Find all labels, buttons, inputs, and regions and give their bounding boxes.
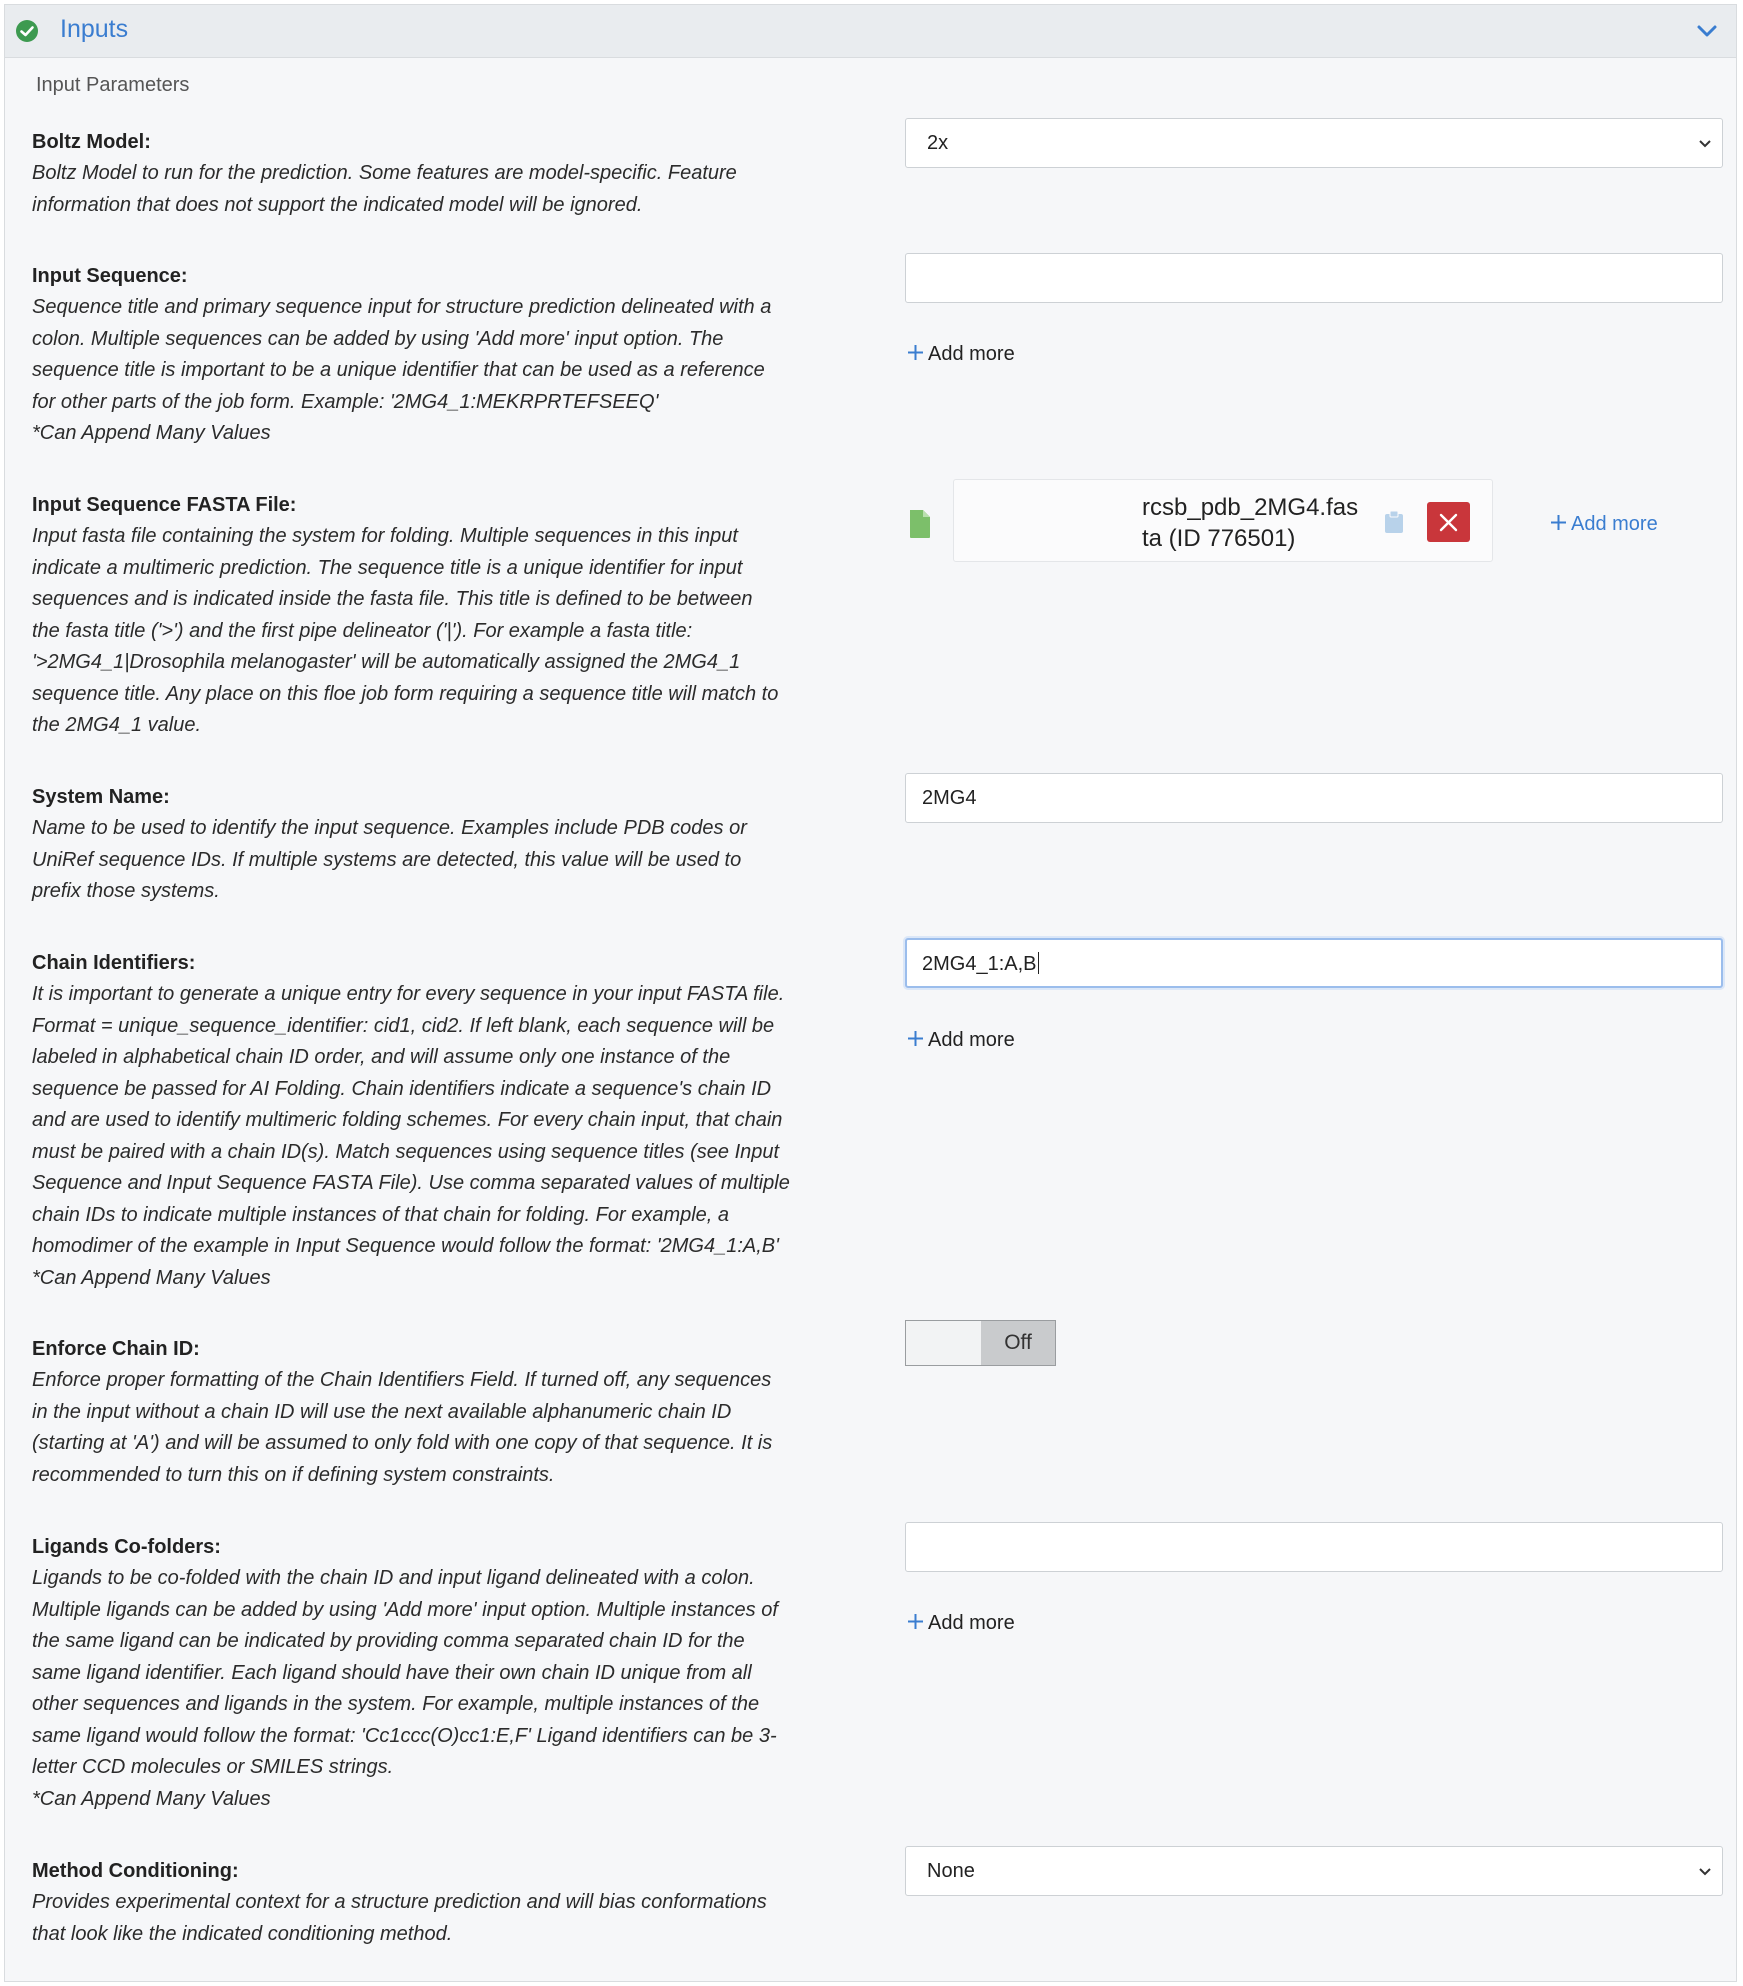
chain-identifiers-value: 2MG4_1:A,B [922,953,1037,975]
add-more-label: Add more [928,1612,1015,1634]
system-name-value: 2MG4 [922,787,977,809]
chain-identifiers-description: It is important to generate a unique entry for every sequence in your input FASTA file. Format = unique_sequence_identifier: cid1, cid2. If left blank, each sequence will be labeled in alphabetical chain ID order, and will assume only one instance of the sequence be passed for AI Folding. Chain identifiers indicate a sequence's chain ID and are used to identify multimeric folding schemes. For every chain input, that chain must be paired with a chain ID(s). Match sequences using sequence titles (see Input Sequence and Input Sequence FASTA File). Use comma separated values of multiple chain IDs to indicate multiple instances of that chain for folding. For example, a homodimer of the example in Input Sequence would follow the format: '2MG4_1:A,B' *Can Append Many Values [32,983,790,1289]
boltz-model-select[interactable] [905,118,1723,168]
section-header[interactable] [5,5,1736,58]
chevron-down-icon [1698,1867,1712,1877]
ligands-add-more-button[interactable] [907,1612,1015,1635]
system-name-description: Name to be used to identify the input sequence. Examples include PDB codes or UniRef sequence IDs. If multiple systems are detected, this value will be used to prefix those systems. [32,817,747,902]
add-more-label: Add more [1571,513,1658,535]
file-name: rcsb_pdb_2MG4.fas ta (ID 776501) [1142,494,1359,552]
enforce-chain-id-description: Enforce proper formatting of the Chain Identifiers Field. If turned off, any sequences in the input without a chain ID will use the next available alphanumeric chain ID (starting at 'A') and will be assumed to only fold with one copy of that sequence. It is recommended to turn this on if defining system constraints. [32,1369,773,1486]
section-title: Inputs [60,15,129,43]
ligands-label: Ligands Co-folders: [32,1536,221,1558]
input-sequence-label: Input Sequence: [32,265,188,287]
chain-identifiers-add-more-button[interactable] [907,1029,1015,1052]
file-icon [908,509,932,539]
enforce-chain-id-label: Enforce Chain ID: [32,1338,200,1360]
boltz-model-label: Boltz Model: [32,131,151,153]
add-more-label: Add more [928,343,1015,365]
plus-icon [907,1613,924,1630]
input-sequence-add-more-button[interactable] [907,343,1015,366]
text-caret [1038,952,1039,974]
method-conditioning-value: None [927,1860,975,1882]
section-subtitle: Input Parameters [36,74,190,96]
fasta-file-label: Input Sequence FASTA File: [32,494,297,516]
enforce-chain-id-toggle[interactable] [905,1320,1056,1366]
ligands-field[interactable] [905,1522,1723,1572]
toggle-state-label: Off [981,1321,1055,1365]
chain-identifiers-label: Chain Identifiers: [32,952,196,974]
close-icon [1439,513,1458,532]
chevron-down-icon [1698,139,1712,149]
uploaded-file-card [953,479,1493,562]
input-sequence-field[interactable] [905,253,1723,303]
toggle-knob [906,1321,982,1365]
system-name-field[interactable] [905,773,1723,823]
system-name-label: System Name: [32,786,170,808]
method-conditioning-label: Method Conditioning: [32,1860,239,1882]
chain-identifiers-field[interactable] [905,938,1723,988]
ligands-description: Ligands to be co-folded with the chain ID and input ligand delineated with a colon. Multiple ligands can be added by using 'Add more' input option. Multiple instances of the same ligand can be indicated by providing comma separated chain ID for the same ligand identifier. Each ligand should have their own chain ID unique from all other sequences and ligands in the system. For example, multiple instances of the same ligand would follow the format: 'Cc1ccc(O)cc1:E,F' Ligand identifiers can be 3- letter CCD molecules or SMILES strings. *Can Append Many Values [32,1567,778,1810]
plus-icon [907,1030,924,1047]
add-more-label: Add more [928,1029,1015,1051]
method-conditioning-description: Provides experimental context for a structure prediction and will bias conformations that look like the indicated conditioning method. [32,1891,767,1945]
fasta-file-description: Input fasta file containing the system for folding. Multiple sequences in this input indicate a multimeric prediction. The sequence title is a unique identifier for input sequences and is indicated inside the fasta file. This title is defined to be between the fasta title ('>') and the first pipe delineator ('|'). For example a fasta title: '>2MG4_1|Drosophila melanogaster' will be automatically assigned the 2MG4_1 sequence title. Any place on this floe job form requiring a sequence title will match to the 2MG4_1 value. [32,525,779,736]
input-sequence-description: Sequence title and primary sequence input for structure prediction delineated with a colon. Multiple sequences can be added by using 'Add more' input option. The sequence title is important to be a unique identifier that can be used as a reference for other parts of the job form. Example: '2MG4_1:MEKRPRTEFSEEQ' *Can Append Many Values [32,296,772,444]
clipboard-icon[interactable] [1384,510,1404,534]
chevron-down-icon[interactable] [1696,23,1718,39]
check-circle-icon [15,19,39,43]
plus-icon [907,344,924,361]
plus-icon [1550,514,1567,531]
method-conditioning-select[interactable] [905,1846,1723,1896]
boltz-model-description: Boltz Model to run for the prediction. Some features are model-specific. Feature information that does not support the indicated model will be ignored. [32,162,737,216]
remove-file-button[interactable] [1427,502,1470,542]
boltz-model-value: 2x [927,132,949,154]
fasta-file-add-more-button[interactable] [1550,513,1658,536]
